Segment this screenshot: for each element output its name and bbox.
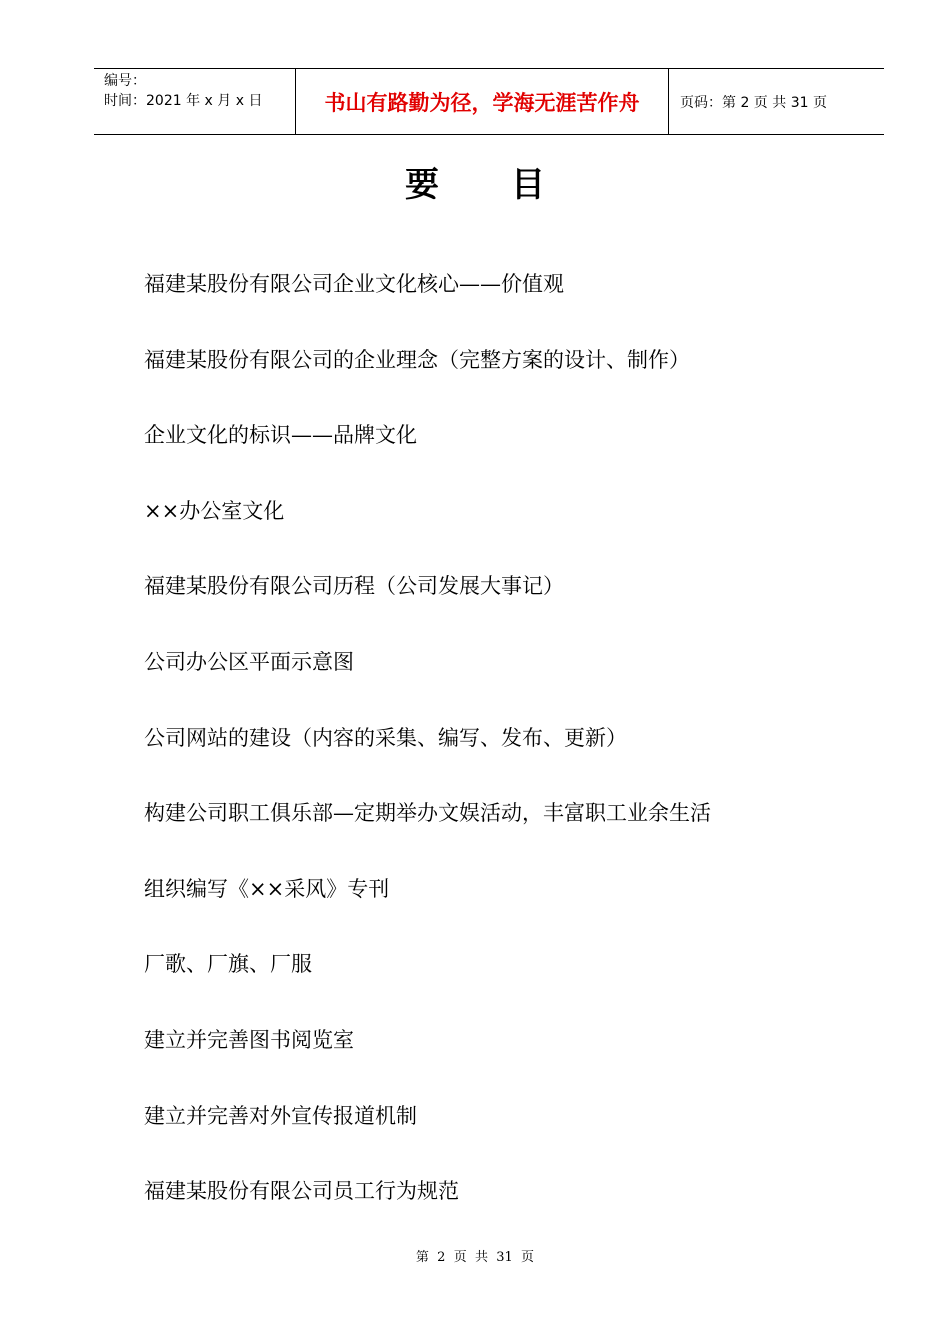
toc-item: 福建某股份有限公司员工行为规范 [144, 1179, 459, 1204]
toc-item: 福建某股份有限公司的企业理念（完整方案的设计、制作） [144, 347, 690, 372]
toc-item: 建立并完善图书阅览室 [144, 1027, 354, 1052]
toc-item: ××办公室文化 [144, 498, 285, 523]
page-footer: 第 2 页 共 31 页 [415, 1250, 535, 1265]
page-title: 要目 [405, 165, 617, 205]
toc-item: 福建某股份有限公司历程（公司发展大事记） [144, 574, 564, 599]
toc-item: 构建公司职工俱乐部—定期举办文娱活动，丰富职工业余生活 [144, 801, 711, 826]
toc-item: 厂歌、厂旗、厂服 [144, 952, 312, 977]
toc-item: 公司网站的建设（内容的采集、编写、发布、更新） [144, 725, 627, 750]
header-motto: 书山有路勤为径，学海无涯苦作舟 [324, 90, 640, 115]
header-divider-right [668, 69, 669, 134]
header-meta [104, 71, 262, 111]
toc-item: 公司办公区平面示意图 [144, 649, 354, 674]
toc-item: 企业文化的标识——品牌文化 [144, 423, 417, 448]
toc-item: 组织编写《××采风》专刊 [144, 876, 390, 901]
table-of-contents [144, 268, 711, 1251]
page-header [94, 68, 884, 135]
date-label: 时间：2021 年 x 月 x 日 [104, 93, 263, 109]
toc-item: 建立并完善对外宣传报道机制 [144, 1103, 417, 1128]
toc-item: 福建某股份有限公司企业文化核心——价值观 [144, 272, 564, 296]
header-page-number: 页码：第 2 页 共 31 页 [680, 94, 827, 111]
serial-label: 编号： [104, 73, 146, 89]
